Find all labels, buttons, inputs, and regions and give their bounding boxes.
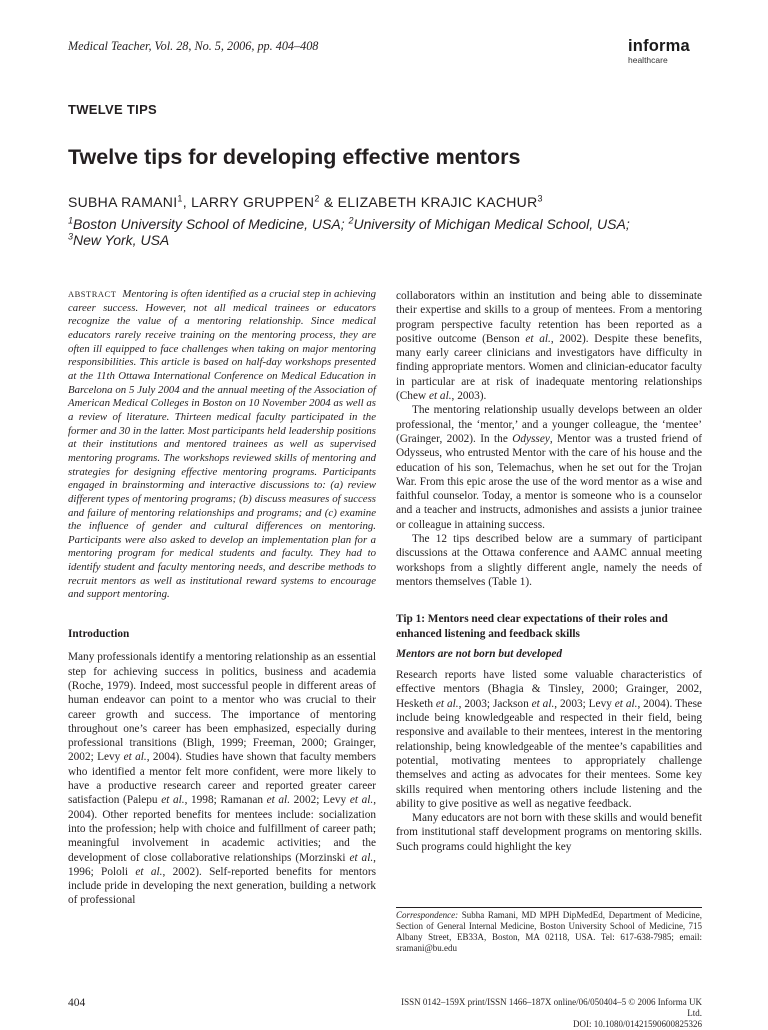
abstract <box>68 288 376 602</box>
logo-wordmark: informa <box>628 37 690 55</box>
author-name: LARRY GRUPPEN <box>191 194 315 210</box>
affiliation-mark: 3 <box>537 193 543 204</box>
author-separator: , <box>182 194 192 210</box>
correspondence-label: Correspondence: <box>396 910 459 920</box>
correspondence-text: Subha Ramani, MD MPH DipMedEd, Department of Medicine, Section of General Internal Medicine, Boston University School of Medicine, 715 Albany Street, EB33A, Boston, MA 02118, USA. Tel: 617-638-7985; email: sramani@bu.edu <box>396 910 702 953</box>
affiliation-list <box>68 216 708 248</box>
abstract-text: Mentoring is often identified as a crucial step in achieving career success. However, not all medical trainees or educators recognize the value of a mentoring relationship. Since medical educators rarely receive training on the mentoring process, they are often ill equipped to face challenges when taking on major mentoring responsibilities. This article is based on half-day workshops presented at the 11th Ottawa International Conference on Medical Education in Barcelona on 5 July 2004 and the annual meeting of the Association of American Medical Colleges in Boston on 10 November 2004 as well as a review of literature. Thirteen medical faculty participated in the former and 30 in the latter. Most participants held leadership positions at their institutions and mentored trainees as well as supervised mentoring programs. The workshops reviewed skills of mentoring and strategies for designing effective mentoring programs. Participants engaged in brainstorming and interactive discussions to: (a) review different types of mentoring programs; (b) discuss measures of success and failure of mentoring relationships and programs; and (c) examine the influence of gender and cultural differences on mentoring. Participants were also asked to develop an implementation plan for a mentoring program for medical students and faculty. They had to identify student and faculty mentoring needs, and describe methods to recruit mentors as well as institutional reward systems to encourage and support mentoring. <box>68 288 376 601</box>
tip1-subheading: Mentors are not born but developed <box>396 647 563 660</box>
affiliation-mark: 1 <box>68 215 74 226</box>
affiliation-text: Boston University School of Medicine, USA; <box>73 216 349 232</box>
author-list <box>68 194 543 210</box>
author-separator: & <box>319 194 338 210</box>
left-column <box>68 288 376 908</box>
correspondence-note <box>396 907 702 954</box>
journal-reference: Medical Teacher, Vol. 28, No. 5, 2006, pp. 404–408 <box>68 39 319 53</box>
section-label: TWELVE TIPS <box>68 102 158 117</box>
logo-subtitle: healthcare <box>628 55 668 65</box>
body-paragraph: The mentoring relationship usually develops between an older professional, the ‘mentor,’ and a younger colleague, the ‘mentee’ (Grainger, 2002). In the Odyssey, Mentor was a trusted friend of Odysseus, who entrusted Mentor with the care of his house and the education of his son, Telemachus, when he set out for the Trojan War. From this epic arose the use of the word mentor as a wise and faithful counselor. Today, a mentor is someone who is a counselor and a teacher and instructs, admonishes and assists a junior trainee or colleague in attaining success. <box>396 404 702 531</box>
tip1-heading: Tip 1: Mentors need clear expectations of their roles and enhanced listening and feedback skills <box>396 613 668 640</box>
issn-block <box>396 997 702 1030</box>
issn-line: ISSN 0142–159X print/ISSN 1466–187X online/06/050404–5 © 2006 Informa UK Ltd. <box>401 997 702 1018</box>
author-name: ELIZABETH KRAJIC KACHUR <box>337 194 538 210</box>
introduction-paragraph: Many professionals identify a mentoring relationship as an essential step for achieving success in politics, business and academia (Roche, 1979). Indeed, most successful people in different areas of human endeavor can point to a mentor who was crucial to their career growth and success. The importance of mentoring throughout one’s career has been emphasized, especially during professional transitions (Bligh, 1999; Freeman, 2000; Grainger, 2002; Levy et al., 2004). Studies have shown that faculty members who identified a mentor felt more confident, were more likely to have a productive research career and reported greater career satisfaction (Palepu et al., 1998; Ramanan et al. 2002; Levy et al., 2004). Other reported benefits for mentees include: socialization into the profession; help with choice and fulfillment of career path; meaningful involvement in academic activities; and the development of close collaborative relationships (Morzinski et al., 1996; Pololi et al., 2002). Self-reported benefits for mentors include pride in developing the next generation, building a network of professional <box>68 651 377 907</box>
publisher-logo <box>628 38 708 65</box>
abstract-label: ABSTRACT <box>68 289 117 299</box>
introduction-heading: Introduction <box>68 628 130 641</box>
body-paragraph: Many educators are not born with these skills and would benefit from institutional staff development programs on mentoring skills. Such programs could highlight the key <box>396 812 702 853</box>
affiliation-mark: 2 <box>314 193 320 204</box>
body-paragraph: The 12 tips described below are a summary of participant discussions at the Ottawa conference and AAMC annual meeting workshops from a slightly different angle, namely the needs of mentors themselves (Table 1). <box>396 533 702 588</box>
affiliation-mark: 3 <box>68 231 74 242</box>
body-paragraph: Research reports have listed some valuable characteristics of effective mentors (Bhagia & Tinsley, 2000; Grainger, 2002, Hesketh et al., 2003; Jackson et al., 2003; Levy et al., 2004). These include being knowledgeable and respected in their field, being responsive and available to their mentees, interest in the mentoring relationship, being knowledgeable of the mentee’s capabilities and potential, motivating mentees to appropriately challenge themselves and acting as advocates for their mentees. Some key skills required when mentoring others include listening and the ability to give positive as well as negative feedback. <box>396 669 703 810</box>
right-column <box>396 289 702 854</box>
page-number: 404 <box>68 997 86 1009</box>
affiliation-text: New York, USA <box>73 232 170 248</box>
body-paragraph: collaborators within an institution and being able to disseminate their expertise and skills to a group of mentees. From a mentoring program perspective faculty retention has been reported as a positive outcome (Benson et al., 2002). Despite these benefits, many early career clinicians and investigators have difficulty in finding appropriate mentors. Women and clinician-educator faculty in particular are at risk of inadequate mentoring relationships (Chew et al., 2003). <box>396 290 702 403</box>
affiliation-text: University of Michigan Medical School, USA; <box>353 216 630 232</box>
affiliation-mark: 1 <box>177 193 183 204</box>
article-title: Twelve tips for developing effective mentors <box>68 145 521 169</box>
affiliation-mark: 2 <box>348 215 354 226</box>
doi-line: DOI: 10.1080/01421590600825326 <box>573 1019 702 1029</box>
author-name: SUBHA RAMANI <box>68 194 178 210</box>
